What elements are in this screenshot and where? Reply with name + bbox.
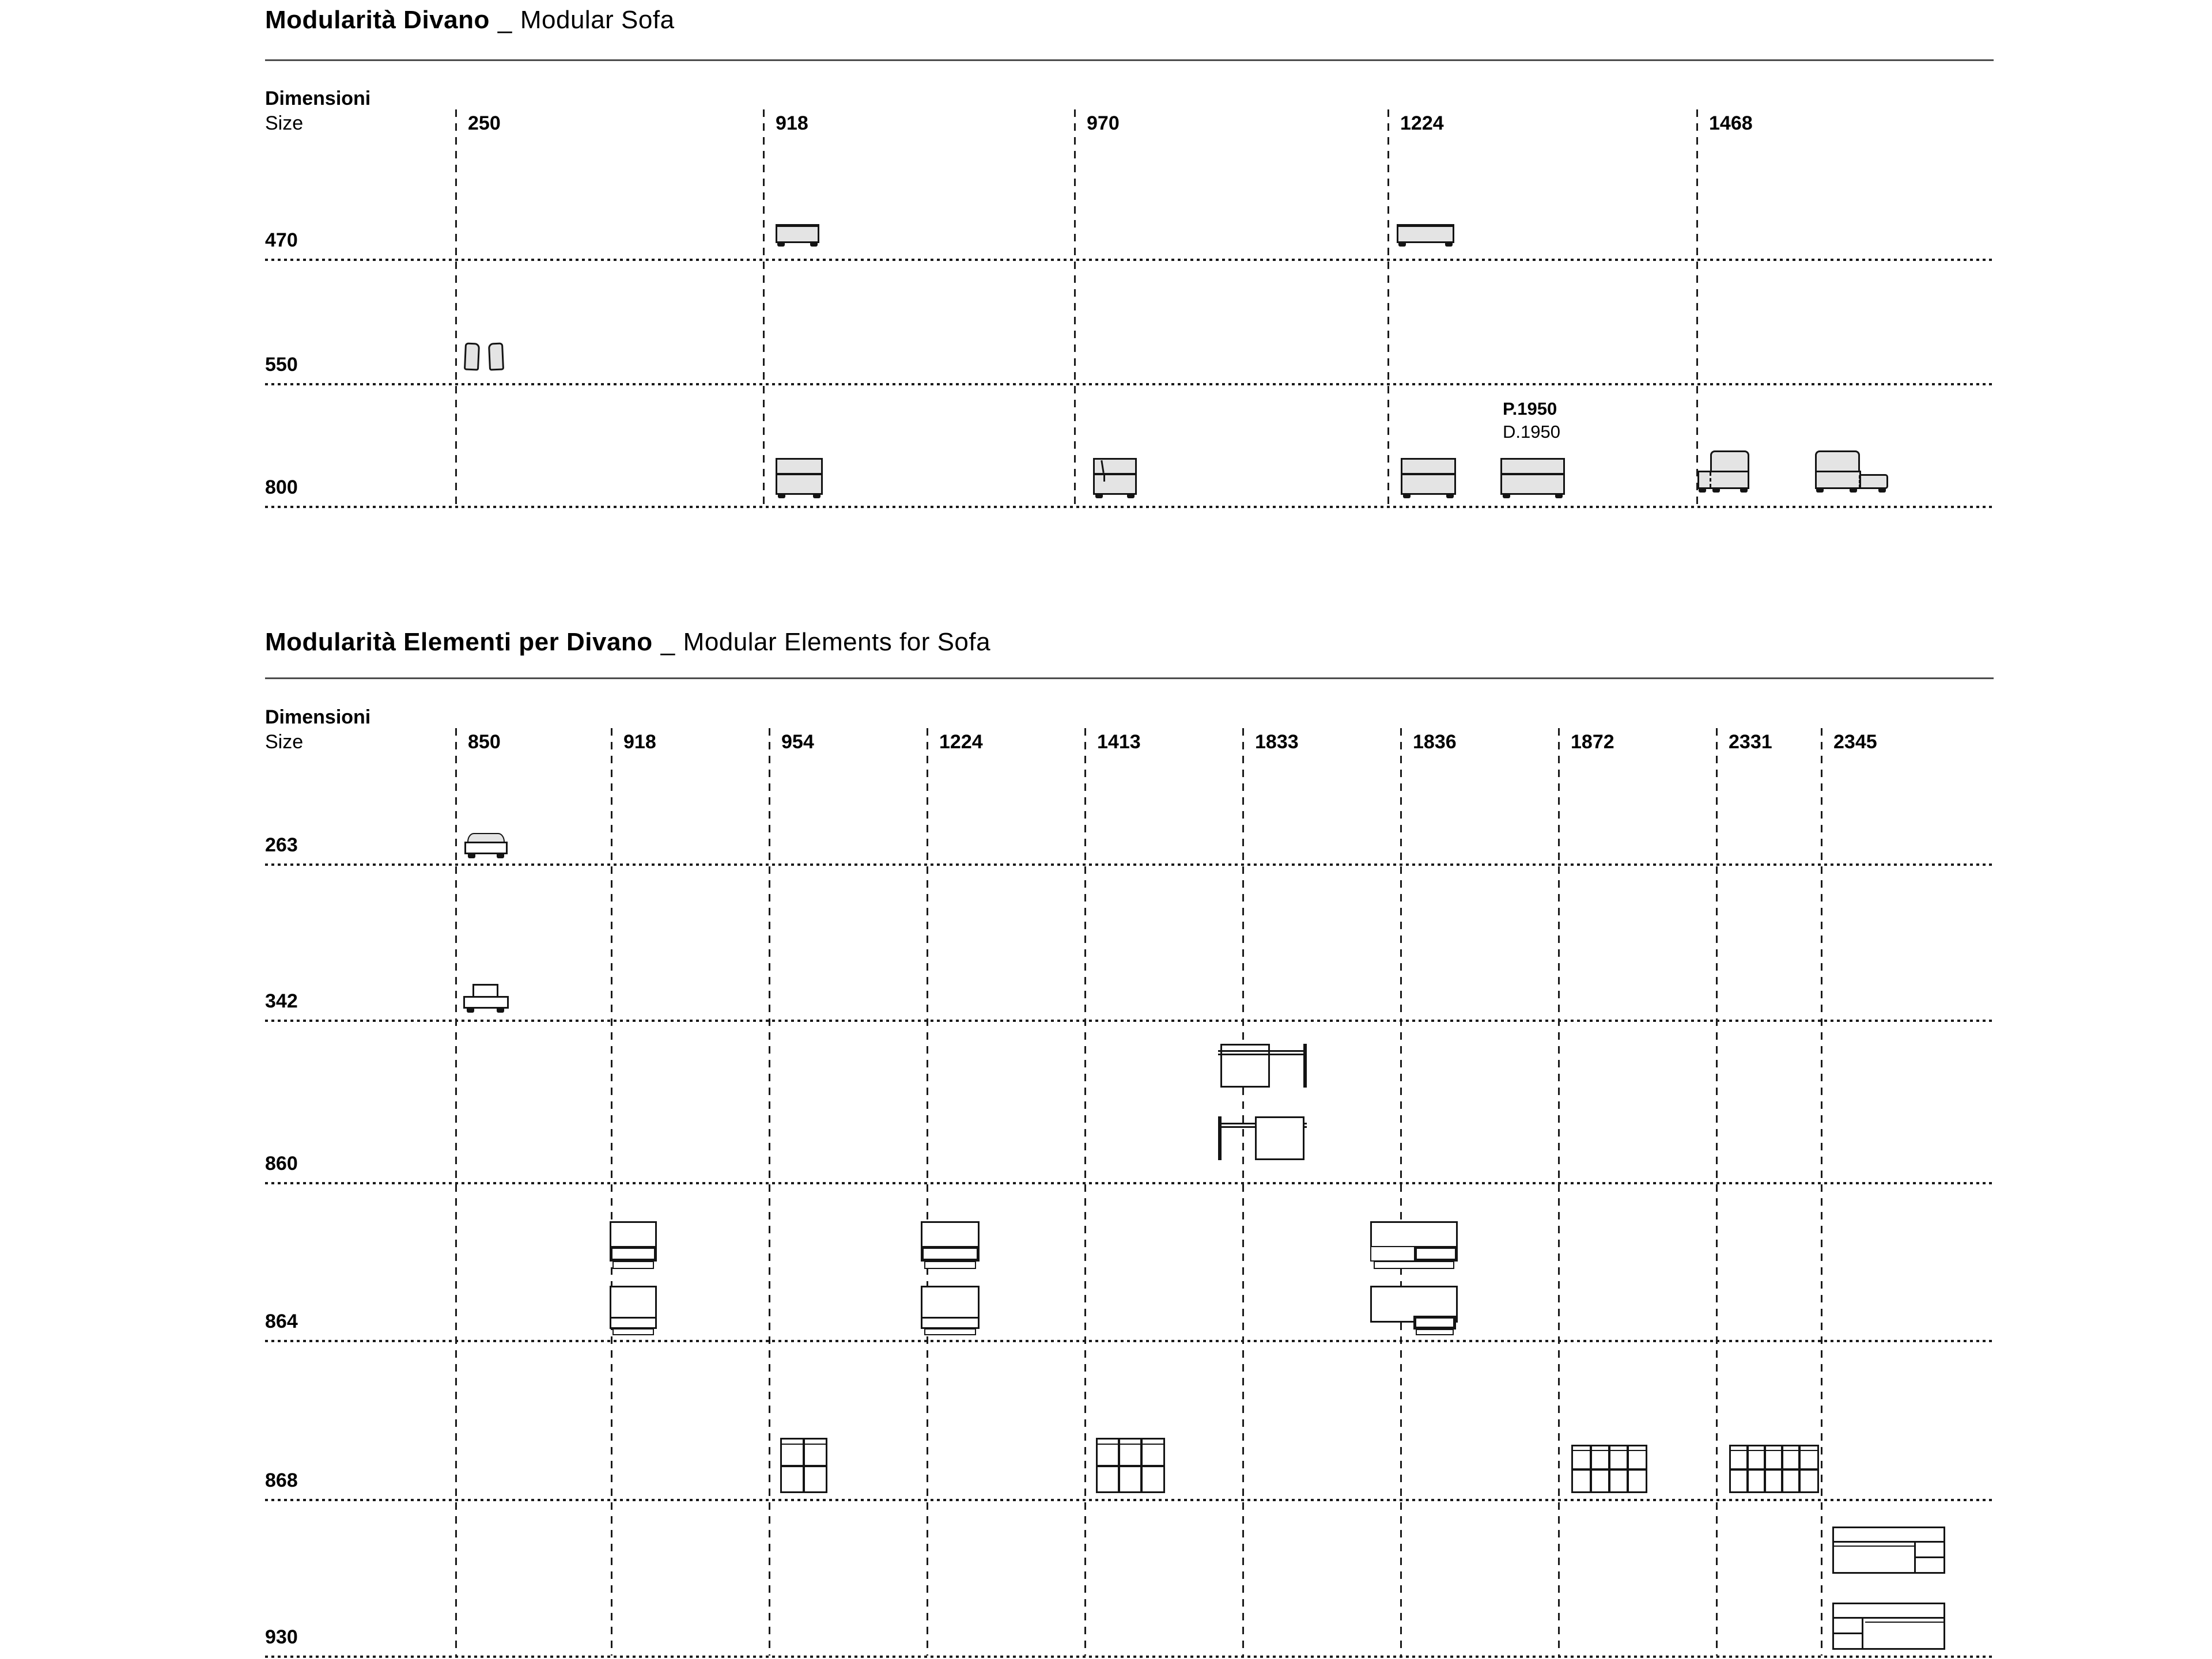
platform-left-corner-icon: [1832, 1603, 1945, 1650]
annotation-code-bold: P.1950: [1503, 399, 1557, 419]
s2-row-864: 864: [265, 1310, 298, 1332]
armless-sofa-icon: [1401, 458, 1456, 503]
s1-col-1224: 1224: [1400, 112, 1444, 134]
grid-vline: [927, 728, 928, 1656]
backrest-element-icon: [921, 1286, 980, 1335]
platform-right-corner-icon: [1832, 1527, 1945, 1574]
grid-vline: [1387, 109, 1389, 506]
section1-dimensioni-label: Dimensioni: [265, 88, 371, 109]
grid-hline: [265, 383, 1994, 385]
section1-rule: [265, 59, 1994, 61]
seat-module-wide-icon: [1397, 224, 1454, 248]
s2-row-342: 342: [265, 990, 298, 1012]
grid-vline: [1821, 728, 1822, 1656]
chaise-left-icon: [1697, 450, 1749, 503]
s1-col-1468: 1468: [1709, 112, 1753, 134]
s2-col-954: 954: [781, 731, 814, 753]
armless-sofa-icon: [776, 458, 823, 503]
s2-row-930: 930: [265, 1626, 298, 1648]
s2-col-2331: 2331: [1729, 731, 1772, 753]
grid-hline: [265, 1656, 1994, 1658]
corner-sofa-icon: [1093, 458, 1137, 503]
grid-vline: [1084, 728, 1086, 1656]
section1-title-en: Modular Sofa: [520, 6, 675, 34]
s2-col-1224: 1224: [939, 731, 983, 753]
s1-col-250: 250: [468, 112, 501, 134]
grid-4x2-icon: [1571, 1445, 1647, 1493]
grid-hline: [265, 259, 1994, 261]
grid-3x2-icon: [1096, 1438, 1165, 1493]
title-separator: _: [660, 628, 675, 656]
backrest-element-bold-icon: [610, 1221, 657, 1270]
s1-col-918: 918: [776, 112, 808, 134]
s1-row-800: 800: [265, 476, 298, 498]
section2-rule: [265, 677, 1994, 679]
seat-module-icon: [776, 224, 819, 248]
grid-vline: [611, 728, 612, 1656]
grid-2x2-icon: [780, 1438, 827, 1493]
grid-vline: [1716, 728, 1718, 1656]
grid-hline: [265, 1340, 1994, 1342]
grid-hline: [265, 863, 1994, 866]
s2-row-860: 860: [265, 1153, 298, 1175]
grid-vline: [1558, 728, 1560, 1656]
armless-sofa-p1950-icon: [1500, 458, 1565, 503]
grid-hline: [265, 1499, 1994, 1501]
section1-title: [265, 6, 675, 35]
s2-col-850: 850: [468, 731, 501, 753]
s2-row-263: 263: [265, 834, 298, 856]
table-extension-left-icon: [1218, 1116, 1307, 1161]
section1-title-it: Modularità Divano: [265, 6, 490, 34]
s2-col-1872: 1872: [1571, 731, 1614, 753]
grid-vline: [1400, 728, 1402, 1656]
section1-size-label: Size: [265, 112, 304, 134]
s2-col-1413: 1413: [1097, 731, 1141, 753]
chaise-right-icon: [1815, 450, 1889, 503]
section2-title: [265, 628, 990, 657]
s1-col-970: 970: [1087, 112, 1120, 134]
grid-vline: [769, 728, 770, 1656]
section2-title-en: Modular Elements for Sofa: [683, 628, 991, 656]
grid-vline: [763, 109, 765, 506]
table-extension-right-icon: [1218, 1044, 1307, 1089]
s2-col-918: 918: [623, 731, 656, 753]
s2-row-868: 868: [265, 1469, 298, 1491]
grid-hline: [265, 1182, 1994, 1184]
section2-dimensioni-label: Dimensioni: [265, 706, 371, 728]
grid-vline: [1074, 109, 1076, 506]
s1-row-470: 470: [265, 229, 298, 251]
grid-vline: [1242, 728, 1244, 1656]
s2-col-1836: 1836: [1413, 731, 1457, 753]
backrest-element-icon: [610, 1286, 657, 1335]
grid-vline: [1696, 109, 1698, 506]
bench-backrest-icon: [463, 984, 509, 1014]
grid-hline: [265, 506, 1994, 508]
grid-5x2-icon: [1729, 1445, 1819, 1493]
grid-vline: [455, 109, 457, 506]
s2-col-1833: 1833: [1255, 731, 1299, 753]
wide-backrest-split-icon: [1370, 1221, 1458, 1270]
grid-vline: [455, 728, 457, 1656]
title-separator: _: [497, 6, 512, 34]
bench-icon: [464, 833, 508, 859]
wide-backrest-corner-icon: [1370, 1286, 1458, 1335]
armrest-pair-icon: [464, 343, 505, 372]
backrest-element-bold-icon: [921, 1221, 980, 1270]
s2-col-2345: 2345: [1833, 731, 1877, 753]
s1-row-550: 550: [265, 354, 298, 376]
annotation-code-light: D.1950: [1503, 422, 1560, 442]
section2-title-it: Modularità Elementi per Divano: [265, 628, 653, 656]
grid-hline: [265, 1020, 1994, 1022]
section2-size-label: Size: [265, 731, 304, 753]
